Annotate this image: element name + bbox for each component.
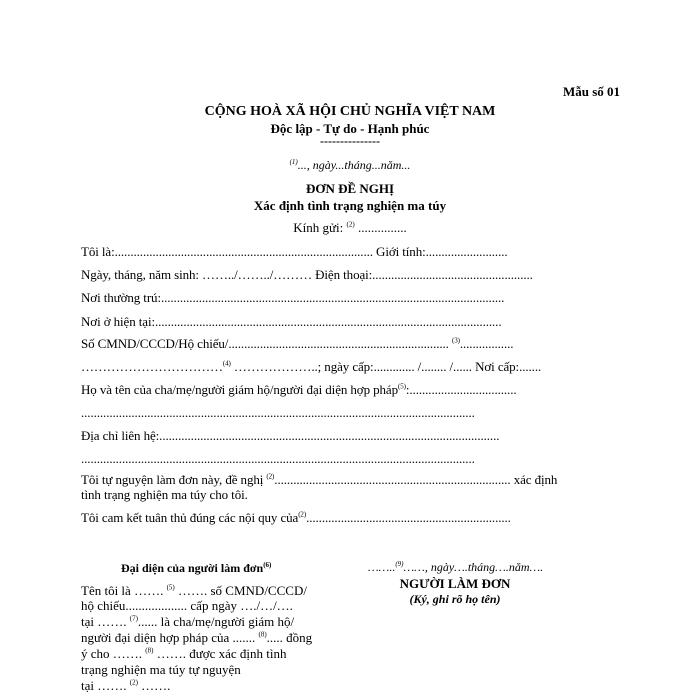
commitment-blank: .................................................................: [306, 510, 511, 525]
rep-line-5: [81, 646, 287, 662]
field-contact-continued: .............................................................................................................................: [81, 451, 475, 466]
field-current-address: Nơi ở hiện tại:..............................................................................................................: [81, 314, 502, 329]
motto: Độc lập - Tự do - Hạnh phúc: [270, 121, 430, 136]
date-line: [0, 158, 700, 173]
rep-line-5-a: ý cho …….: [81, 646, 146, 661]
request-blank: ........................................................................... xác định: [274, 472, 558, 487]
signer-note: (Ký, ghi rõ họ tên): [409, 592, 501, 606]
signing-date-a: ……..: [368, 560, 396, 574]
field-guardian-continued: .............................................................................................................................: [81, 405, 475, 420]
guardian-blank: :..................................: [405, 382, 517, 397]
field-request: [81, 472, 557, 488]
issue-details: ………………..; ngày cấp:............. /........ /...... Nơi cấp:.......: [230, 359, 542, 374]
representative-heading-sup: (6): [263, 561, 272, 569]
guardian-sup: (5): [398, 382, 406, 391]
request-sup: (2): [266, 472, 275, 481]
greeting-sup: (2): [346, 220, 355, 229]
commitment-label: Tôi cam kết tuân thủ đúng các nội quy của: [81, 510, 299, 525]
form-code: Mẫu số 01: [562, 84, 620, 99]
field-dob-phone: Ngày, tháng, năm sinh: ……../……../……… Điện thoại:...................................................: [81, 267, 533, 282]
rep-line-7-sup: (2): [129, 678, 138, 687]
rep-line-5-sup: (8): [145, 646, 154, 655]
issue-sup: (4): [222, 359, 231, 368]
signing-date-sup: (9): [395, 560, 404, 568]
date-line-text: ..., ngày...tháng...năm...: [297, 158, 411, 172]
rep-line-7-a: tại …….: [81, 678, 130, 693]
rep-line-7-b: …….: [137, 678, 171, 693]
signing-date-b: ……, ngày….tháng….năm….: [403, 560, 544, 574]
greeting: [0, 220, 700, 236]
rep-line-3-b: ...... là cha/mẹ/người giám hộ/: [137, 614, 295, 629]
field-commitment: [81, 510, 511, 526]
guardian-label: Họ và tên của cha/mẹ/người giám hộ/người đại diện hợp pháp: [81, 382, 399, 397]
field-guardian-name: [81, 382, 517, 398]
field-permanent-address: Nơi thường trú:.............................................................................................................: [81, 290, 505, 305]
greeting-label: Kính gửi:: [293, 220, 347, 235]
request-label: Tôi tự nguyện làm đơn này, đề nghị: [81, 472, 267, 487]
id-sup: (3): [451, 336, 460, 345]
id-blank: .................: [459, 336, 514, 351]
rep-line-4-sup: (8): [258, 630, 267, 639]
rep-line-3: [81, 614, 294, 630]
rep-line-1: [81, 583, 307, 599]
signing-date: [368, 560, 543, 575]
rep-line-5-b: ……. được xác định tình: [153, 646, 287, 661]
field-contact-address: Địa chỉ liên hệ:............................................................................................................: [81, 428, 500, 443]
rep-line-3-sup: (7): [129, 614, 138, 623]
signer-title: NGƯỜI LÀM ĐƠN: [399, 576, 511, 591]
rep-line-3-a: tại …….: [81, 614, 130, 629]
issue-blank: ……………………………: [81, 359, 223, 374]
country-name: CỘNG HOÀ XÃ HỘI CHỦ NGHĨA VIỆT NAM: [204, 104, 496, 119]
greeting-blank: ...............: [354, 220, 407, 235]
divider: ---------------: [320, 134, 380, 148]
rep-line-1-sup: (5): [166, 583, 175, 592]
representative-heading: [121, 561, 271, 576]
field-id-number: [81, 336, 513, 352]
rep-line-7: [81, 678, 170, 694]
rep-line-6: trạng nghiện ma túy tự nguyện: [81, 662, 241, 677]
rep-line-4: [81, 630, 312, 646]
field-name-gender: Tôi là:.................................................................................. Giới tính:..........................: [81, 244, 508, 259]
rep-line-1-a: Tên tôi là …….: [81, 583, 167, 598]
id-label: Số CMND/CCCD/Hộ chiếu/......................................................................: [81, 336, 452, 351]
form-title: ĐƠN ĐỀ NGHỊ: [305, 181, 395, 196]
field-request-continued: tình trạng nghiện ma túy cho tôi.: [81, 487, 248, 502]
field-id-issue: [81, 359, 541, 375]
rep-line-2: hộ chiếu................... cấp ngày …./…/….: [81, 598, 293, 613]
rep-line-1-b: ……. số CMND/CCCD/: [174, 583, 307, 598]
rep-line-4-a: người đại diện hợp pháp của .......: [81, 630, 259, 645]
commitment-sup: (2): [298, 510, 307, 519]
form-subtitle: Xác định tình trạng nghiện ma túy: [253, 198, 447, 213]
rep-line-4-b: ..... đồng: [266, 630, 313, 645]
representative-heading-text: Đại diện của người làm đơn: [121, 561, 264, 575]
date-line-sup: (1): [289, 158, 298, 166]
